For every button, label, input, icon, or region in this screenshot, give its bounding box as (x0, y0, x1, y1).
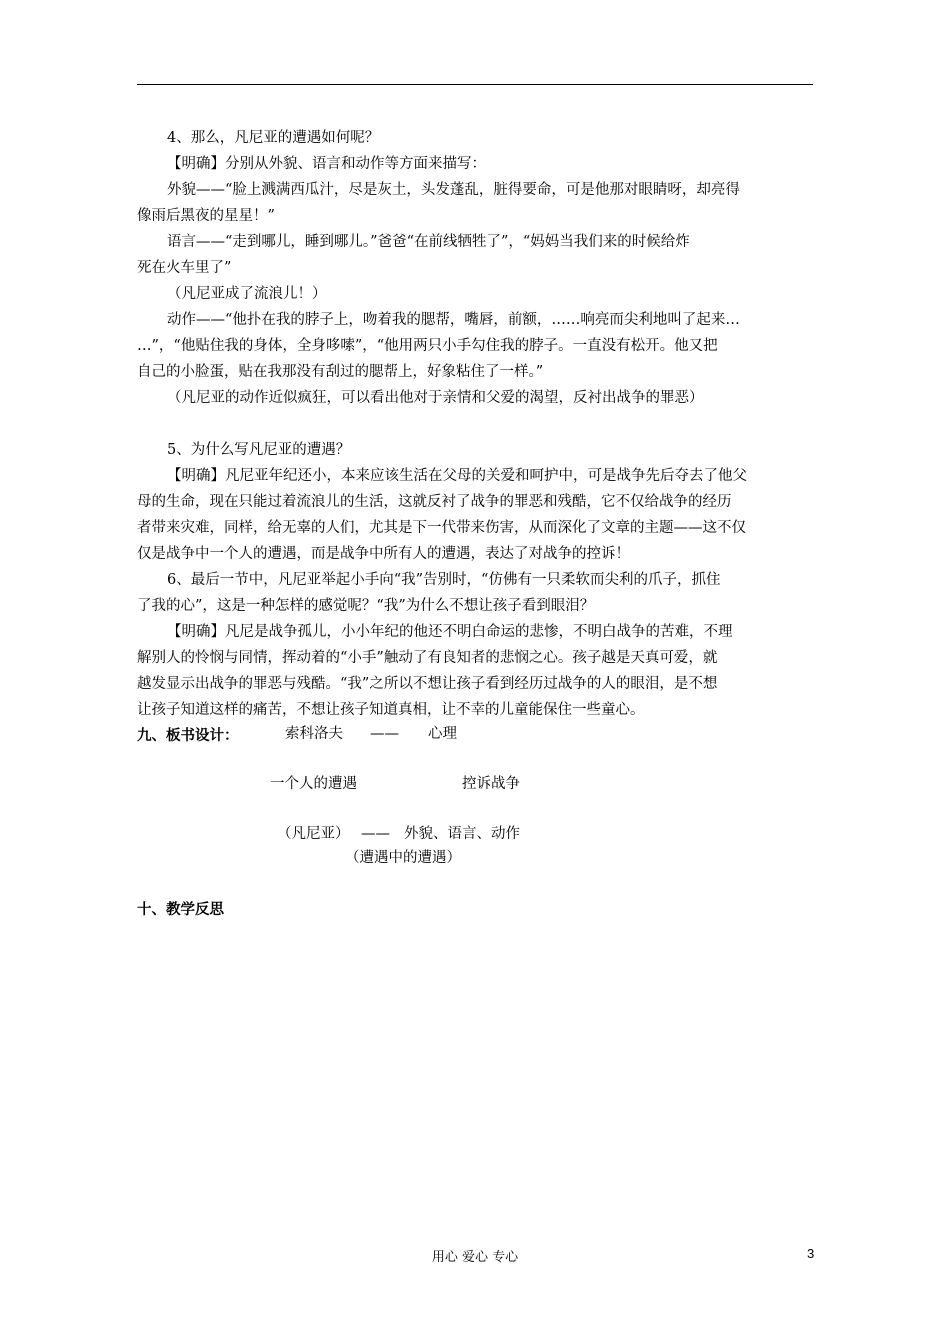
answer-4-language: 语言——“走到哪儿，睡到哪儿。”爸爸“在前线牺牲了”，“妈妈当我们来的时候给炸 (167, 234, 690, 250)
page-number: 3 (807, 1246, 815, 1261)
answer-4-language-cont: 死在火车里了” (137, 260, 232, 276)
answer-4-action-cont-1: …”，“他贴住我的身体，全身哆嗦”，“他用两只小手勾住我的脖子。一直没有松开。他又把 (137, 338, 718, 354)
answer-5-line-3: 者带来灾难，同样，给无辜的人们，尤其是下一代带来伤害，从而深化了文章的主题——这不仅 (137, 520, 746, 536)
board-fate-of-a-man: 一个人的遭遇 (270, 776, 357, 792)
section-9-title: 九、板书设计： (137, 727, 239, 744)
question-4: 4、那么，凡尼亚的遭遇如何呢？ (167, 130, 380, 146)
board-dash-1: —— (370, 726, 399, 742)
section-10-title: 十、教学反思 (137, 901, 224, 918)
answer-4-note-1: （凡尼亚成了流浪儿！） (167, 286, 327, 302)
answer-6-line-4: 让孩子知道这样的痛苦，不想让孩子知道真相，让不幸的儿童能保住一些童心。 (137, 702, 645, 718)
board-description-methods: 外貌、语言、动作 (404, 826, 520, 842)
answer-4-appearance-cont: 像雨后黑夜的星星！” (137, 208, 275, 224)
question-6-cont: 了我的心”，这是一种怎样的感觉呢？“我”为什么不想让孩子看到眼泪？ (137, 598, 595, 614)
board-dash-2: —— (361, 826, 390, 842)
answer-4-note-2: （凡尼亚的动作近似疯狂，可以看出他对于亲情和父爱的渴望，反衬出战争的罪恶） (167, 390, 704, 406)
header-rule (137, 84, 813, 85)
question-5: 5、为什么写凡尼亚的遭遇？ (167, 442, 351, 458)
board-fate-within-fate: （遭遇中的遭遇） (345, 850, 461, 866)
answer-4-intro: 【明确】分别从外貌、语言和动作等方面来描写： (167, 156, 486, 172)
answer-4-appearance: 外貌——“脸上溅满西瓜汁，尽是灰土，头发蓬乱，脏得要命，可是他那对眼睛呀，却亮得 (167, 182, 740, 198)
board-accuse-war: 控诉战争 (462, 776, 520, 792)
board-psychology: 心理 (428, 726, 457, 742)
answer-6-line-2: 解别人的怜悯与同情，挥动着的“小手”触动了有良知者的悲悯之心。孩子越是天真可爱，就 (137, 650, 718, 666)
page-footer: 用心 爱心 专心 (431, 1250, 519, 1265)
question-6: 6、最后一节中，凡尼亚举起小手向“我”告别时，“仿佛有一只柔软而尖利的爪子，抓住 (167, 572, 721, 588)
board-sokolov: 索科洛夫 (285, 726, 343, 742)
answer-4-action-cont-2: 自己的小脸蛋，贴在我那没有刮过的腮帮上，好象粘住了一样。” (137, 364, 544, 380)
answer-6-line-3: 越发显示出战争的罪恶与残酷。“我”之所以不想让孩子看到经历过战争的人的眼泪，是不想 (137, 676, 718, 692)
answer-6-line-1: 【明确】凡尼是战争孤儿，小小年纪的他还不明白命运的悲惨，不明白战争的苦难，不理 (167, 624, 733, 640)
answer-4-action: 动作——“他扑在我的脖子上，吻着我的腮帮，嘴唇，前额，……响亮而尖利地叫了起来… (167, 312, 740, 328)
answer-5-line-1: 【明确】凡尼亚年纪还小，本来应该生活在父母的关爱和呵护中，可是战争先后夺去了他父 (167, 468, 747, 484)
board-vanya: （凡尼亚） (277, 826, 350, 842)
answer-5-line-4: 仅是战争中一个人的遭遇，而是战争中所有人的遭遇，表达了对战争的控诉！ (137, 546, 630, 562)
answer-5-line-2: 母的生命，现在只能过着流浪儿的生活，这就反衬了战争的罪恶和残酷，它不仅给战争的经历 (137, 494, 732, 510)
